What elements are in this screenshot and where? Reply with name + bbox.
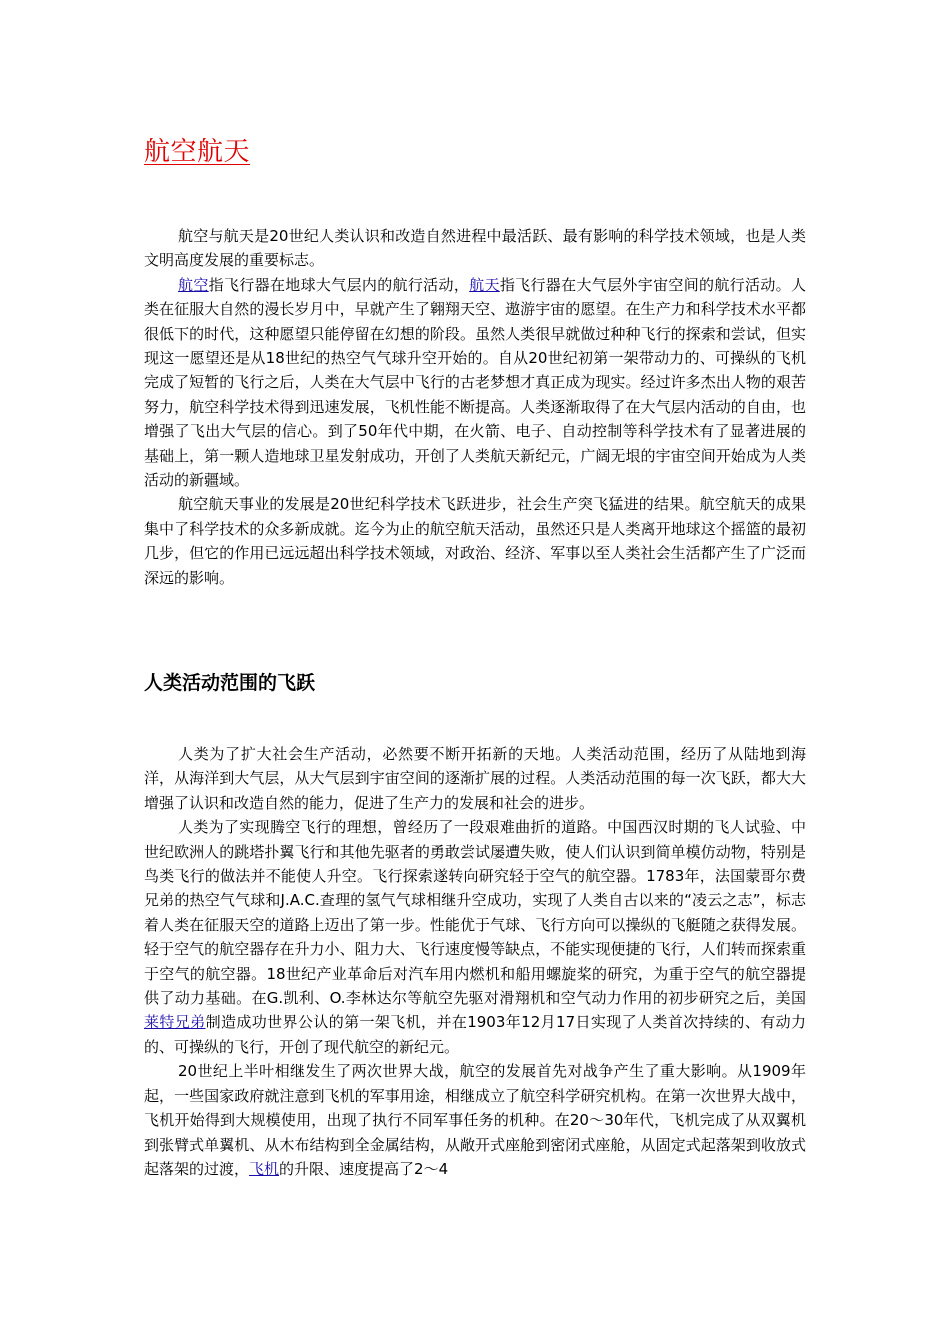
paragraph (144, 815, 806, 1059)
paragraph (144, 273, 806, 493)
paragraph-text: 航空航天事业的发展是20世纪科学技术飞跃进步，社会生产突飞猛进的结果。航空航天的成果集中了科学技术的众多新成就。迄今为止的航空航天活动，虽然还只是人类离开地球这个摇篮的最初几步，但它的作用已远远超出科学技术领域，对政治、经济、军事以至人类社会生活都产生了广泛而深远的影响。 (144, 495, 806, 587)
paragraph (144, 492, 806, 590)
link-spaceflight[interactable]: 航天 (469, 275, 500, 294)
paragraph-text: 人类为了扩大社会生产活动，必然要不断开拓新的天地。人类活动范围，经历了从陆地到海洋，从海洋到大气层，从大气层到宇宙空间的逐渐扩展的过程。人类活动范围的每一次飞跃，都大大增强了认识和改造自然的能力，促进了生产力的发展和社会的进步。 (144, 745, 806, 812)
intro-section (144, 224, 806, 590)
paragraph-text: 制造成功世界公认的第一架飞机，并在1903年12月17日实现了人类首次持续的、有动力的、可操纵的飞行，开创了现代航空的新纪元。 (144, 1013, 806, 1056)
paragraph-text: 航空与航天是20世纪人类认识和改造自然进程中最活跃、最有影响的科学技术领域，也是人类文明高度发展的重要标志。 (144, 227, 806, 270)
paragraph-text: 的升限、速度提高了2～4 (279, 1159, 449, 1178)
paragraph-text: 人类为了实现腾空飞行的理想，曾经历了一段艰难曲折的道路。中国西汉时期的飞人试验、中世纪欧洲人的跳塔扑翼飞行和其他先驱者的勇敢尝试屡遭失败，使人们认识到简单模仿动物，特别是鸟类飞行的做法并不能使人升空。飞行探索遂转向研究轻于空气的航空器。1783年，法国蒙哥尔费兄弟的热空气气球和J.A.C.查理的氢气气球相继升空成功，实现了人类自古以来的“凌云之志”，标志着人类在征服天空的道路上迈出了第一步。性能优于气球、飞行方向可以操纵的飞艇随之获得发展。轻于空气的航空器存在升力小、阻力大、飞行速度慢等缺点，不能实现便捷的飞行，人们转而探索重于空气的航空器。18世纪产业革命后对汽车用内燃机和船用螺旋桨的研究，为重于空气的航空器提供了动力基础。在G.凯利、O.李林达尔等航空先驱对滑翔机和空气动力作用的初步研究之后，美国 (144, 818, 806, 1008)
link-aviation[interactable]: 航空 (178, 275, 209, 294)
paragraph-text: 指飞行器在地球大气层内的航行活动， (208, 275, 470, 294)
paragraph (144, 224, 806, 273)
document-title[interactable]: 航空航天 (144, 137, 251, 167)
paragraph (144, 1059, 806, 1181)
paragraph-text: 20世纪上半叶相继发生了两次世界大战，航空的发展首先对战争产生了重大影响。从1909年起，一些国家政府就注意到飞机的军事用途，相继成立了航空科学研究机构。在第一次世界大战中，飞机开始得到大规模使用，出现了执行不同军事任务的机种。在20～30年代，飞机完成了从双翼机到张臂式单翼机、从木布结构到全金属结构，从敞开式座舱到密闭式座舱，从固定式起落架到收放式起落架的过渡， (144, 1062, 806, 1178)
paragraph-text: 指飞行器在大气层外宇宙空间的航行活动。人类在征服大自然的漫长岁月中，早就产生了翱翔天空、遨游宇宙的愿望。在生产力和科学技术水平都很低下的时代，这种愿望只能停留在幻想的阶段。虽然人类很早就做过种种飞行的探索和尝试，但实现这一愿望还是从18世纪的热空气气球升空开始的。自从20世纪初第一架带动力的、可操纵的飞机完成了短暂的飞行之后，人类在大气层中飞行的古老梦想才真正成为现实。经过许多杰出人物的艰苦努力，航空科学技术得到迅速发展，飞机性能不断提高。人类逐渐取得了在大气层内活动的自由，也增强了飞出大气层的信心。到了50年代中期，在火箭、电子、自动控制等科学技术有了显著进展的基础上，第一颗人造地球卫星发射成功，开创了人类航天新纪元，广阔无垠的宇宙空间开始成为人类活动的新疆域。 (144, 275, 806, 490)
link-airplane[interactable]: 飞机 (249, 1159, 280, 1178)
paragraph (144, 742, 806, 815)
link-wright-brothers[interactable]: 莱特兄弟 (144, 1013, 206, 1032)
section-heading: 人类活动范围的飞跃 (144, 672, 316, 694)
main-section (144, 742, 806, 1181)
